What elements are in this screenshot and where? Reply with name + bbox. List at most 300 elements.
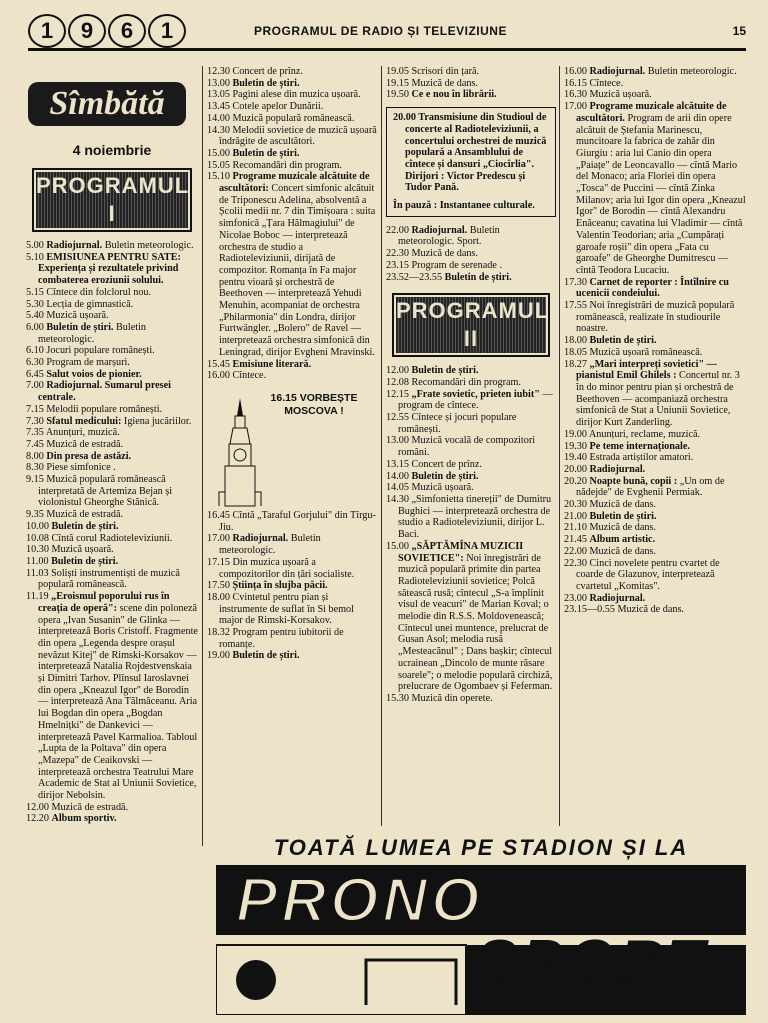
entry-time: 14.30 [207, 124, 230, 136]
entry-time: 21.00 [564, 510, 587, 522]
entry-time: 21.10 [564, 522, 587, 534]
entry-time: 16.45 [207, 509, 230, 521]
column-3 [386, 66, 556, 705]
list-item [386, 78, 556, 90]
list-item [207, 101, 377, 113]
entry-time: 9.35 [26, 509, 44, 521]
year-digit: 9 [68, 14, 106, 48]
list-item [386, 365, 556, 377]
list-item [386, 260, 556, 272]
entry-text: Recomandări din program. [411, 376, 521, 388]
entry-time: 9.15 [26, 474, 44, 486]
entry-time: 19.30 [564, 440, 587, 452]
entry-time: 13.00 [386, 435, 409, 447]
list-item [564, 464, 746, 476]
entry-text: Muzică vocală de compozitori români. [398, 435, 536, 459]
list-item [207, 592, 377, 627]
entry-time: 23.52—23.55 [386, 271, 443, 283]
entry-time: 16.00 [207, 370, 230, 382]
entry-title: Noapte bună, copii : [589, 475, 678, 487]
entry-text: Scrisori din țară. [411, 66, 480, 77]
list-item [207, 160, 377, 172]
list-item [26, 404, 198, 416]
list-item [26, 427, 198, 439]
pause-note: În pauză : Instantanee culturale. [393, 200, 535, 212]
entry-title: Sfatul medicului: [46, 415, 122, 427]
list-item [26, 357, 198, 369]
entry-text: „Un om de nădejde" de Evghenii Permiak. [576, 475, 725, 499]
entry-title: „Eroismul poporului rus în creația de operă": [38, 591, 170, 614]
list-item [564, 546, 746, 558]
entry-title: Buletin de știri. [411, 470, 479, 482]
entry-text: Muzică populară românească interpretată de Artemiza Bejan și violonistul Gheorghe Stănică. [38, 474, 173, 509]
entry-time: 16.00 [564, 66, 587, 77]
entry-time: 12.08 [386, 376, 409, 388]
entry-time: 18.00 [207, 591, 230, 603]
day-title: Sîmbătă [28, 82, 186, 126]
list-item [207, 171, 377, 358]
ad-slogan: TOATĂ LUMEA PE STADION ȘI LA [273, 835, 689, 860]
list-item [26, 439, 198, 451]
entry-title: „Mari interpreți sovietici" — pianistul Emil Ghilels : [576, 358, 717, 382]
entry-text: Din muzica ușoară a compozitorilor din țări socialiste. [219, 556, 355, 580]
entry-text: Cîntă corul Radioteleviziunii. [51, 532, 173, 544]
concert-box [386, 107, 556, 217]
column-divider [381, 66, 382, 826]
entry-text: Program de marșuri. [46, 357, 130, 369]
entry-title: VORBEȘTE MOSCOVA ! [284, 391, 358, 417]
entry-title: Buletin de știri. [232, 147, 300, 159]
entry-text: Muzică de dans. [617, 604, 684, 616]
entry-text: Cvintetul pentru pian și instrumente de suflat în Si bemol major de Rimski-Korsakov. [219, 591, 354, 627]
year-digit: 1 [28, 14, 66, 48]
entry-text: Noi înregistrări de muzică populară românească, realizate în studiourile noastre. [576, 300, 735, 335]
entry-time: 19.40 [564, 452, 587, 464]
entry-title: Buletin de știri. [589, 510, 657, 522]
entry-text: scene din poloneză opera „Ivan Susanin" de Glinka —interpretează Boris Cristoff. Fragmente din opera „Legenda despre orașul nevăzut Kitej" de Rimski-Korsakov — interpretează Natalia Rojdestvenskaia și Dimitri Tarhov. Plînsul Iaroslavnei din opera „Kneazul Igor" de Borodin — interpretează Ana Tălmăceanu. Aria lui Bogdan din opera „Bogdan Hmelnițki" de Dankevici — interpretează Pavel Karmalioa. Tabloul „Lupta de la Poltava" din opera „Mazepa" de Ceaikovski — interpretează orchestra Teatrului Mare Academic de Stat al Uniunii Sovietice, dirijor Nebolsin. [38, 602, 198, 802]
entry-time: 6.00 [26, 321, 44, 333]
entry-text: Buletin meteorologic. [219, 533, 321, 557]
entry-text: Cotele apelor Dunării. [232, 101, 324, 113]
list-item [26, 310, 198, 322]
entry-time: 21.45 [564, 534, 587, 546]
entry-text: Concert simfonic alcătuit de Triponescu Adelina, absolventă a Școlii medii nr. 7 din Timișoara : suita simfonică „Țara Hălmagiului" de Nicolae Boboc — interpretează orchestra de studio a Radioteleviziunii, dirijată de compozitor. Romanța în Fa major pentru vioară și orchestră de Beethoven — interpretează Yehudi Menuhin, acompaniat de orchestra „Philarmonia" din Londra, dirijor Furtwängler. „Bolero" de Ravel — interpretează orchestra simfonică din Leningrad, dirijor Evgheni Mravinski. [219, 183, 376, 358]
entry-time: 14.00 [207, 112, 230, 124]
entry-text: Concertul nr. 3 în do minor pentru pian și orchestră de Beethoven — acompaniază orchestra simfonică de Stat a Uniunii Sovietice, dirijor Kurt Zanderling. [576, 370, 740, 429]
list-item [207, 533, 377, 556]
entry-title: Pe teme internaționale. [589, 440, 690, 452]
list-item [26, 544, 198, 556]
list-item [26, 369, 198, 381]
entry-text: Muzică ușoară. [51, 544, 114, 556]
entry-text: Buletin meteorologic. [645, 66, 737, 77]
list-item [207, 113, 377, 125]
entry-text: Muzică ușoară. [411, 482, 474, 494]
list-item [564, 66, 746, 78]
list-item [207, 66, 377, 78]
entry-time: 16.30 [564, 89, 587, 101]
entry-text: Muzică de estradă. [46, 438, 124, 450]
entry-time: 20.20 [564, 475, 587, 487]
program-1-banner [32, 168, 192, 232]
list-item [564, 593, 746, 605]
entry-time: 17.00 [207, 533, 230, 545]
list-item [26, 287, 198, 299]
entry-time: 14.05 [386, 482, 409, 494]
entry-title: Programe muzicale alcătuite de ascultători. [576, 101, 727, 124]
entry-time: 13.05 [207, 89, 230, 101]
entry-time: 12.00 [26, 801, 49, 813]
entry-time: 23.00 [564, 592, 587, 604]
entry-text: Muzică de estradă. [46, 509, 124, 521]
column-divider [202, 66, 203, 846]
year-badge [28, 14, 186, 48]
entry-title: Buletin de știri. [46, 321, 114, 333]
entry-title: „SĂPTĂMÎNA MUZICII SOVIETICE": [398, 540, 524, 564]
list-item [26, 299, 198, 311]
schedule-list [26, 240, 198, 825]
schedule-list [207, 510, 377, 662]
entry-time: 19.00 [207, 650, 230, 662]
entry-title: EMISIUNEA PENTRU SATE: Experiența și rezultatele privind combaterea eroziunii solului. [38, 251, 181, 287]
year-digit: 6 [108, 14, 146, 48]
list-item [207, 78, 377, 90]
program-2-label: PROGRAMUL II [396, 298, 550, 352]
list-item [564, 558, 746, 593]
schedule-list [207, 66, 377, 382]
entry-time: 18.05 [564, 346, 587, 358]
list-item [207, 370, 377, 382]
entry-title: Buletin de știri. [51, 520, 119, 532]
column-2 [207, 66, 377, 662]
list-item [564, 604, 746, 616]
entry-time: 13.00 [207, 77, 230, 89]
list-item [564, 277, 746, 300]
entry-text: Buletin meteorologic. [38, 321, 146, 345]
entry-time: 5.40 [26, 310, 44, 322]
entry-title: Ce e nou în librării. [411, 89, 497, 101]
entry-time: 22.30 [386, 248, 409, 260]
entry-text: Muzică ușoară românească. [589, 346, 703, 358]
entry-time: 12.30 [207, 66, 230, 77]
entry-title: Radiojurnal. [589, 66, 646, 77]
column-4 [564, 66, 746, 616]
ad-word-sport: SPORT [476, 928, 709, 997]
header-rule [28, 48, 746, 51]
entry-text: Cîntă „Taraful Gorjului" din Tîrgu-Jiu. [219, 509, 376, 533]
entry-text: Piese simfonice . [46, 462, 116, 474]
list-item [564, 499, 746, 511]
list-item [564, 522, 746, 534]
entry-time: 23.15—0.55 [564, 604, 615, 616]
list-item [386, 412, 556, 435]
entry-time: 10.30 [26, 544, 49, 556]
entry-title: Programe muzicale alcătuite de ascultători: [219, 171, 370, 195]
entry-text: Buletin meteorologic. Sport. [398, 224, 500, 248]
entry-title: Buletin de știri. [589, 335, 657, 347]
entry-title: Radiojurnal. Sumarul presei centrale. [38, 380, 171, 404]
entry-text: Recomandări din program. [232, 159, 342, 171]
entry-time: 7.00 [26, 380, 44, 392]
list-item [26, 556, 198, 568]
entry-time: 12.00 [386, 365, 409, 377]
entry-title: „Frate sovietic, prieten iubit" [411, 388, 540, 400]
entry-text: Cîntece. [589, 77, 624, 89]
schedule-list [386, 66, 556, 101]
program-2-banner [392, 293, 550, 357]
entry-time: 20.30 [564, 499, 587, 511]
entry-time: 15.45 [207, 358, 230, 370]
entry-time: 7.30 [26, 415, 44, 427]
entry-time: 18.32 [207, 627, 230, 639]
entry-text: Program de serenade . [411, 259, 502, 271]
list-item [386, 248, 556, 260]
entry-time: 16.15 [270, 391, 297, 404]
header-title: PROGRAMUL DE RADIO ȘI TELEVIZIUNE [254, 24, 507, 38]
entry-text: Cinci novelete pentru cvartet de coarde de Glazunov, interpretează cvartetul „Komitas". [576, 557, 720, 592]
entry-time: 13.45 [207, 101, 230, 113]
entry-time: 11.03 [26, 567, 49, 579]
schedule-list [386, 365, 556, 704]
column-1 [26, 72, 198, 825]
entry-text: Muzică ușoară. [589, 89, 652, 101]
year-digit: 1 [148, 14, 186, 48]
list-item [564, 511, 746, 523]
list-item [564, 452, 746, 464]
list-item [26, 509, 198, 521]
list-item [386, 66, 556, 78]
entry-text: Igiena jucăriilor. [121, 415, 192, 427]
entry-time: 22.00 [564, 545, 587, 557]
list-item [207, 89, 377, 101]
list-item [26, 813, 198, 825]
entry-text: Cîntece și jocuri populare românești. [398, 412, 517, 435]
entry-text: Jocuri populare românești. [46, 345, 155, 357]
entry-text: Buletin meteorologic. [102, 240, 194, 251]
entry-time: 5.15 [26, 286, 44, 298]
list-item [386, 225, 556, 248]
entry-time: 5.30 [26, 298, 44, 310]
entry-text: Melodii populare românești. [46, 403, 163, 415]
entry-title: Radiojurnal. [411, 224, 468, 236]
list-item [386, 693, 556, 705]
entry-text: — program de cîntece. [398, 388, 553, 412]
list-item [564, 89, 746, 101]
entry-time: 19.05 [386, 66, 409, 77]
entry-title: Radiojurnal. [232, 533, 289, 545]
list-item [26, 474, 198, 509]
entry-text: Melodii sovietice de muzică ușoară îndrăgite de ascultători. [219, 124, 377, 148]
list-item [386, 494, 556, 541]
moscow-entry [259, 392, 369, 418]
entry-time: 15.30 [386, 692, 409, 704]
entry-time: 7.15 [26, 403, 44, 415]
entry-text: Muzică ușoară. [46, 310, 109, 322]
entry-title: Radiojurnal. [589, 592, 646, 604]
entry-time: 7.35 [26, 427, 44, 439]
entry-time: 19.50 [386, 89, 409, 101]
entry-time: 17.15 [207, 556, 230, 568]
column-divider [559, 66, 560, 826]
entry-text: Cîntece. [232, 370, 267, 382]
entry-time: 10.00 [26, 520, 49, 532]
entry-time: 22.00 [386, 224, 409, 236]
entry-time: 15.10 [207, 171, 230, 183]
entry-time: 22.30 [564, 557, 587, 569]
moscow-block [207, 392, 377, 510]
entry-time: 6.30 [26, 357, 44, 369]
list-item [26, 533, 198, 545]
list-item [207, 580, 377, 592]
list-item [207, 627, 377, 650]
entry-title: Carnet de reporter : Întîlnire cu ucenicii condeiului. [576, 276, 729, 300]
day-date: 4 noiembrie [72, 142, 152, 158]
entry-text: Muzică de dans. [589, 545, 656, 557]
entry-time: 20.00 [564, 463, 587, 475]
entry-time: 8.30 [26, 462, 44, 474]
entry-time: 8.00 [26, 450, 44, 462]
entry-time: 17.30 [564, 276, 587, 288]
entry-text: Concert de prînz. [232, 66, 303, 77]
list-item [386, 541, 556, 693]
list-item [393, 112, 549, 194]
entry-time: 18.00 [564, 335, 587, 347]
list-item [564, 534, 746, 546]
list-item [207, 359, 377, 371]
list-item [564, 101, 746, 277]
entry-time: 11.00 [26, 555, 49, 567]
entry-text: Muzică de dans. [589, 522, 656, 534]
entry-title: Transmisiune din Studioul de concerte al Radioteleviziunii, a concertului orchestrei de muzică populară a Ansamblului de cîntece și dansuri „Ciocîrlia". Dirijori : Victor Predescu și Tudor Pană. [405, 112, 547, 194]
schedule-list [564, 66, 746, 616]
entry-title: Salut voios de pionier. [46, 368, 142, 380]
page-number: 15 [732, 24, 746, 38]
list-item [26, 322, 198, 345]
list-item [564, 347, 746, 359]
list-item [26, 462, 198, 474]
entry-time: 6.10 [26, 345, 44, 357]
entry-text: Muzică din operete. [411, 692, 493, 704]
list-item [26, 380, 198, 403]
entry-title: Radiojurnal. [46, 240, 103, 251]
entry-time: 15.00 [207, 147, 230, 159]
entry-time: 10.08 [26, 532, 49, 544]
list-item [26, 252, 198, 287]
entry-title: Album sportiv. [51, 813, 117, 825]
list-item [386, 482, 556, 494]
entry-time: 17.50 [207, 580, 230, 592]
entry-time: 20.00 [393, 112, 416, 124]
entry-time: 11.19 [26, 591, 49, 603]
entry-time: 5.00 [26, 240, 44, 251]
entry-time: 7.45 [26, 438, 44, 450]
list-item [26, 802, 198, 814]
list-item [386, 471, 556, 483]
entry-time: 23.15 [386, 259, 409, 271]
list-item [386, 89, 556, 101]
list-item [207, 125, 377, 148]
entry-text: Estrada artiștilor amatori. [589, 452, 694, 464]
entry-time: 19.15 [386, 77, 409, 89]
entry-text: Program pentru iubitorii de romanțe. [219, 627, 344, 650]
entry-title: Buletin de știri. [444, 271, 512, 283]
entry-title: Știința în slujba păcii. [232, 580, 328, 592]
entry-time: 14.00 [386, 470, 409, 482]
entry-time: 15.05 [207, 159, 230, 171]
entry-time: 6.45 [26, 368, 44, 380]
kremlin-tower-icon [215, 396, 265, 508]
list-item [26, 240, 198, 252]
entry-text: Pagini alese din muzica ușoară. [232, 89, 361, 101]
entry-text: Cîntece din folclorul nou. [46, 286, 152, 298]
list-item [386, 435, 556, 458]
entry-text: Program de arii din opere alcătuit de Ștefania Marinescu, muncitoare la fabrica de zahăr din Giurgiu : aria lui Canio din opera „Paiațe" de Leoncavallo — cîntă Mario del Monaco; aria Floriei din opera „Tosca" de Puccini — cîntă Zinka Milanov; aria lui Igor din opera „Kneazul Igor" de Borodin — cîntă Alexandru Enăceanu; cavatina lui Vladimir — cîntă Valentin Teodorian; aria „Cumpărați garoafe roșii" din opera „Fata cu garoafe" de Gheorghe Dumitrescu — cîntă Teodora Lucaciu. [576, 112, 746, 276]
entry-title: Radiojurnal. [589, 463, 646, 475]
list-item [564, 359, 746, 429]
entry-time: 18.27 [564, 358, 587, 370]
entry-time: 13.15 [386, 458, 409, 470]
list-item [564, 441, 746, 453]
list-item [26, 416, 198, 428]
list-item [207, 148, 377, 160]
entry-text: Soliști instrumentiști de muzică populară românească. [38, 567, 180, 591]
program-1-label: PROGRAMUL I [36, 173, 190, 226]
prono-sport-ad [216, 835, 746, 1017]
list-item [207, 650, 377, 662]
entry-time: 16.15 [564, 77, 587, 89]
list-item [26, 568, 198, 591]
entry-text: „Simfonietta tinereții" de Dumitru Bughici — interpretează orchestra de studio a Radioteleviziunii, dirijor L. Baci. [398, 493, 552, 541]
list-item [564, 300, 746, 335]
entry-time: 12.55 [386, 412, 409, 424]
entry-text: Muzică de dans. [411, 77, 478, 89]
list-item [207, 510, 377, 533]
list-item [386, 389, 556, 412]
entry-text: Muzică populară românească. [232, 112, 355, 124]
entry-text: Noi înregistrări de muzică populară primite din partea Radioteleviziunii sovietice; Polcă sătească rusă; cîntecul „S-a împlinit visul de veacuri" de Marian Koval; o melodie din R.S.S. Moldovenească; Cîntecul unei muntence, prelucrat de Gusan Asol; melodia rusă „Mesteacănul" ; Dans bașkir; cîntecul ucrainean „Dincolo de munte răsare soarele"; o melodie populară circhiză, prelucrare de Ogombaev și Feferman. [398, 552, 553, 693]
entry-text: Concert de prînz. [411, 458, 482, 470]
list-item [564, 78, 746, 90]
schedule-list [386, 225, 556, 284]
list-item [564, 476, 746, 499]
entry-time: 15.00 [386, 540, 409, 552]
entry-text: Anunțuri, muzică. [45, 427, 120, 439]
entry-text: Anunțuri, reclame, muzică. [588, 428, 701, 440]
entry-time: 12.20 [26, 813, 49, 825]
entry-time: 12.15 [386, 388, 409, 400]
list-item [26, 451, 198, 463]
list-item [386, 459, 556, 471]
entry-time: 19.00 [564, 428, 587, 440]
list-item [564, 429, 746, 441]
entry-title: Din presa de astăzi. [46, 450, 132, 462]
list-item [26, 521, 198, 533]
entry-time: 14.30 [386, 493, 409, 505]
page-header [28, 14, 746, 48]
entry-text: Muzică de estradă. [51, 801, 129, 813]
entry-time: 5.10 [26, 251, 44, 263]
entry-text: Muzică de dans. [589, 499, 656, 511]
list-item [26, 345, 198, 357]
entry-title: Buletin de știri. [232, 650, 300, 662]
entry-time: 17.55 [564, 300, 587, 312]
list-item [26, 591, 198, 802]
ad-word-prono: PRONO [236, 866, 484, 935]
entry-title: Emisiune literară. [232, 358, 312, 370]
entry-title: Buletin de știri. [232, 77, 300, 89]
entry-time: 17.00 [564, 101, 587, 113]
entry-title: Buletin de știri. [411, 365, 479, 377]
